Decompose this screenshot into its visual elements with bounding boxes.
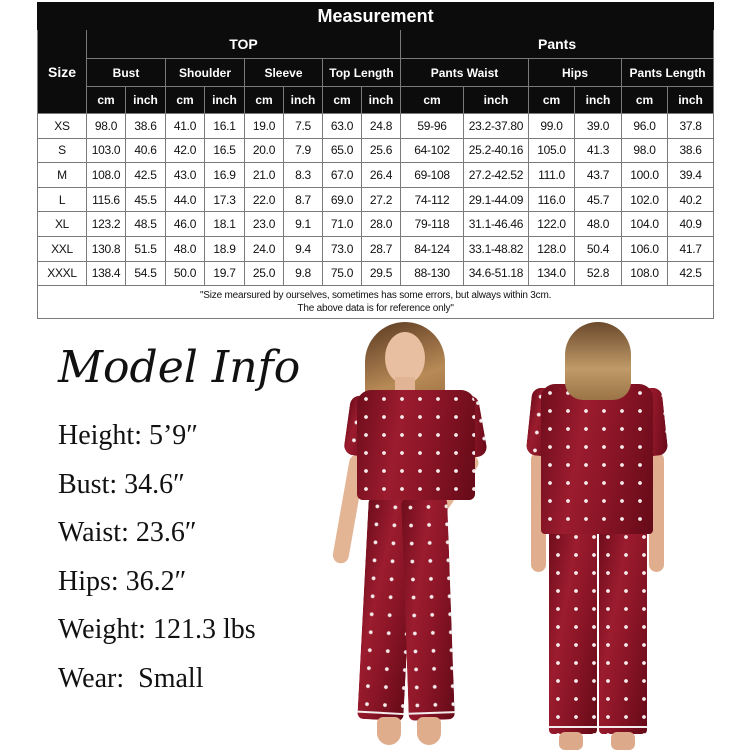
table-title: Measurement (38, 3, 714, 30)
measurement-cell: 69.0 (323, 187, 362, 212)
measurement-cell: 23.2-37.80 (464, 114, 529, 139)
measure-header-pants-length: Pants Length (622, 59, 714, 87)
pajama-pants-leg (599, 528, 647, 734)
unit-header: cm (622, 87, 668, 114)
foot (417, 717, 441, 745)
measurement-cell: 25.2-40.16 (464, 138, 529, 163)
measurement-cell: 45.7 (575, 187, 622, 212)
size-cell: XXL (38, 236, 87, 261)
model-spec-list (58, 412, 300, 704)
measure-header-bust: Bust (87, 59, 166, 87)
unit-header: inch (464, 87, 529, 114)
measurement-cell: 43.0 (166, 163, 205, 188)
measure-header-pants-waist: Pants Waist (401, 59, 529, 87)
unit-header: cm (401, 87, 464, 114)
measurement-cell: 38.6 (668, 138, 714, 163)
measurement-cell: 41.7 (668, 236, 714, 261)
foot (559, 732, 583, 750)
measure-header-hips: Hips (529, 59, 622, 87)
measurement-cell: 18.9 (205, 236, 245, 261)
measurement-cell: 59-96 (401, 114, 464, 139)
measurement-cell: 24.8 (362, 114, 401, 139)
measurement-cell: 138.4 (87, 261, 126, 286)
measurement-cell: 24.0 (245, 236, 284, 261)
measurement-cell: 98.0 (622, 138, 668, 163)
unit-header: inch (205, 87, 245, 114)
group-header-top: TOP (87, 30, 401, 59)
measurement-cell: 28.7 (362, 236, 401, 261)
measurement-cell: 122.0 (529, 212, 575, 237)
measurement-cell: 31.1-46.46 (464, 212, 529, 237)
measurement-cell: 106.0 (622, 236, 668, 261)
measurement-cell: 39.0 (575, 114, 622, 139)
measurement-cell: 38.6 (126, 114, 166, 139)
size-cell: XXXL (38, 261, 87, 286)
measurement-cell: 48.0 (575, 212, 622, 237)
measurement-cell: 40.9 (668, 212, 714, 237)
measurement-cell: 79-118 (401, 212, 464, 237)
unit-header: cm (87, 87, 126, 114)
measurement-cell: 41.0 (166, 114, 205, 139)
hair (565, 322, 631, 400)
measurement-cell: 9.1 (284, 212, 323, 237)
measurement-cell: 111.0 (529, 163, 575, 188)
size-cell: XL (38, 212, 87, 237)
unit-header: cm (245, 87, 284, 114)
spec-wear: Wear: Small (58, 662, 204, 694)
measurement-cell: 54.5 (126, 261, 166, 286)
measurement-cell: 100.0 (622, 163, 668, 188)
table-row (38, 236, 714, 261)
table-row (38, 138, 714, 163)
model-info-title: Model Info (58, 342, 301, 393)
measurement-cell: 116.0 (529, 187, 575, 212)
measurement-cell: 19.7 (205, 261, 245, 286)
note-line-1: "Size mearsured by ourselves, sometimes has some errors, but always within 3cm. (199, 290, 552, 302)
spec-waist: Waist: 23.6″ (58, 517, 197, 549)
measurement-cell: 108.0 (622, 261, 668, 286)
measurement-cell: 19.0 (245, 114, 284, 139)
unit-header: inch (575, 87, 622, 114)
pajama-shirt (541, 384, 653, 534)
measurement-cell: 27.2 (362, 187, 401, 212)
pajama-pants-leg (549, 528, 597, 734)
measurement-cell: 52.8 (575, 261, 622, 286)
pajama-shirt (357, 390, 475, 500)
measurement-cell: 16.1 (205, 114, 245, 139)
measure-header-sleeve: Sleeve (245, 59, 323, 87)
measurement-cell: 44.0 (166, 187, 205, 212)
measurement-cell: 8.3 (284, 163, 323, 188)
spec-bust: Bust: 34.6″ (58, 468, 185, 500)
measurement-cell: 69-108 (401, 163, 464, 188)
table-row (38, 261, 714, 286)
table-note (38, 286, 714, 319)
measurement-cell: 28.0 (362, 212, 401, 237)
measurement-cell: 71.0 (323, 212, 362, 237)
size-chart-table (37, 2, 714, 319)
measurement-cell: 102.0 (622, 187, 668, 212)
measurement-cell: 26.4 (362, 163, 401, 188)
size-cell: S (38, 138, 87, 163)
measurement-cell: 67.0 (323, 163, 362, 188)
measurement-cell: 7.9 (284, 138, 323, 163)
model-info-panel (58, 338, 300, 704)
measurement-cell: 75.0 (323, 261, 362, 286)
measurement-cell: 65.0 (323, 138, 362, 163)
size-rows (38, 114, 714, 286)
measurement-cell: 18.1 (205, 212, 245, 237)
spec-height: Height: 5’9″ (58, 420, 198, 451)
measurement-cell: 115.6 (87, 187, 126, 212)
measurement-cell: 42.5 (668, 261, 714, 286)
model-photo-back (525, 322, 670, 750)
measurement-cell: 134.0 (529, 261, 575, 286)
measurement-cell: 43.7 (575, 163, 622, 188)
measurement-cell: 96.0 (622, 114, 668, 139)
measurement-cell: 25.6 (362, 138, 401, 163)
measurement-cell: 17.3 (205, 187, 245, 212)
unit-header: inch (126, 87, 166, 114)
measurement-cell: 50.0 (166, 261, 205, 286)
measurement-cell: 41.3 (575, 138, 622, 163)
measurement-cell: 34.6-51.18 (464, 261, 529, 286)
measurement-cell: 50.4 (575, 236, 622, 261)
measurement-cell: 33.1-48.82 (464, 236, 529, 261)
measurement-cell: 74-112 (401, 187, 464, 212)
measurement-cell: 48.0 (166, 236, 205, 261)
note-line-2: The above data is for reference only" (297, 303, 454, 315)
measurement-cell: 108.0 (87, 163, 126, 188)
measurement-cell: 25.0 (245, 261, 284, 286)
foot (611, 732, 635, 750)
size-cell: L (38, 187, 87, 212)
measurement-cell: 22.0 (245, 187, 284, 212)
measurement-cell: 29.1-44.09 (464, 187, 529, 212)
unit-header: cm (529, 87, 575, 114)
unit-header: inch (668, 87, 714, 114)
measurement-cell: 98.0 (87, 114, 126, 139)
table-row (38, 114, 714, 139)
measurement-cell: 21.0 (245, 163, 284, 188)
measurement-cell: 42.0 (166, 138, 205, 163)
measurement-cell: 9.8 (284, 261, 323, 286)
unit-header: inch (362, 87, 401, 114)
size-cell: M (38, 163, 87, 188)
measurement-cell: 51.5 (126, 236, 166, 261)
measurement-cell: 84-124 (401, 236, 464, 261)
measurement-cell: 46.0 (166, 212, 205, 237)
measurement-cell: 7.5 (284, 114, 323, 139)
spec-weight: Weight: 121.3 lbs (58, 614, 256, 646)
measurement-cell: 88-130 (401, 261, 464, 286)
model-photo-front (335, 322, 495, 750)
size-cell: XS (38, 114, 87, 139)
measurement-cell: 45.5 (126, 187, 166, 212)
size-column-header: Size (38, 30, 87, 114)
measure-header-shoulder: Shoulder (166, 59, 245, 87)
measurement-cell: 27.2-42.52 (464, 163, 529, 188)
measurement-cell: 103.0 (87, 138, 126, 163)
measurement-cell: 99.0 (529, 114, 575, 139)
unit-header: inch (284, 87, 323, 114)
measurement-cell: 39.4 (668, 163, 714, 188)
measurement-cell: 16.5 (205, 138, 245, 163)
table-row (38, 187, 714, 212)
measurement-cell: 8.7 (284, 187, 323, 212)
measurement-cell: 40.2 (668, 187, 714, 212)
measurement-cell: 29.5 (362, 261, 401, 286)
table-row (38, 212, 714, 237)
measurement-cell: 9.4 (284, 236, 323, 261)
measurement-cell: 128.0 (529, 236, 575, 261)
measurement-cell: 104.0 (622, 212, 668, 237)
measure-header-top-length: Top Length (323, 59, 401, 87)
foot (377, 717, 401, 745)
measurement-cell: 16.9 (205, 163, 245, 188)
spec-hips: Hips: 36.2″ (58, 565, 187, 597)
measurement-cell: 42.5 (126, 163, 166, 188)
measurement-cell: 64-102 (401, 138, 464, 163)
measurement-cell: 40.6 (126, 138, 166, 163)
unit-header: cm (166, 87, 205, 114)
pajama-pants-leg (401, 497, 455, 720)
measurement-cell: 123.2 (87, 212, 126, 237)
measurement-cell: 23.0 (245, 212, 284, 237)
unit-header: cm (323, 87, 362, 114)
measurement-cell: 20.0 (245, 138, 284, 163)
table-row (38, 163, 714, 188)
measurement-cell: 37.8 (668, 114, 714, 139)
group-header-pants: Pants (401, 30, 714, 59)
measurement-cell: 48.5 (126, 212, 166, 237)
measurement-cell: 105.0 (529, 138, 575, 163)
measurement-cell: 130.8 (87, 236, 126, 261)
measurement-cell: 73.0 (323, 236, 362, 261)
measurement-cell: 63.0 (323, 114, 362, 139)
